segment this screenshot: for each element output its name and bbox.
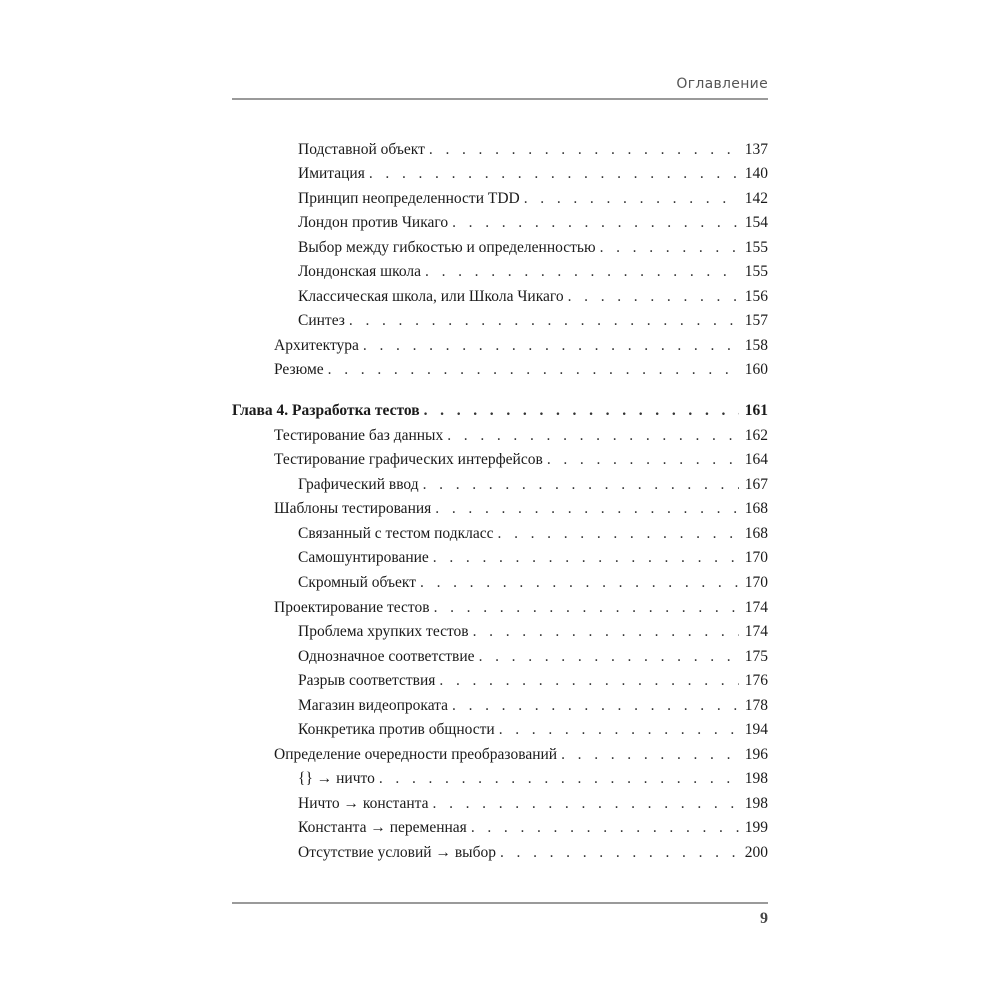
toc-entry-page: 140 <box>744 165 768 182</box>
toc-entry-title: Отсутствие условий → выбор <box>298 844 496 861</box>
toc-entry-title: Тестирование баз данных <box>274 427 444 444</box>
toc-entry-title: Синтез <box>298 312 345 329</box>
toc-entry <box>232 597 768 619</box>
toc-entry <box>232 842 768 864</box>
toc-entry-page: 200 <box>744 844 768 861</box>
toc-entry <box>232 261 768 283</box>
dot-leader <box>423 474 739 496</box>
toc-entry-page: 161 <box>744 402 768 419</box>
toc-entry-page: 194 <box>744 721 768 738</box>
toc-entry-page: 167 <box>744 476 768 493</box>
dot-leader <box>435 498 738 520</box>
toc-entry-title: Самошунтирование <box>298 549 429 566</box>
dot-leader <box>561 744 739 766</box>
page-number: 9 <box>760 910 768 927</box>
toc-entry-title: Проектирование тестов <box>274 599 430 616</box>
toc-entry-title: Магазин видеопроката <box>298 697 449 714</box>
toc-entry <box>232 695 768 717</box>
toc-entry-title: Графический ввод <box>298 476 419 493</box>
toc-entry-page: 142 <box>744 190 768 207</box>
dot-leader <box>369 163 739 185</box>
toc-entry-title: Конкретика против общности <box>298 721 495 738</box>
toc-entry <box>232 523 768 545</box>
toc-entry <box>232 572 768 594</box>
dot-leader <box>429 139 739 161</box>
toc-entry <box>232 286 768 308</box>
toc-entry-page: 157 <box>744 312 768 329</box>
toc-entry-title: Подставной объект <box>298 141 425 158</box>
toc-chapter-entry <box>232 400 768 422</box>
toc-entry-title: Резюме <box>274 361 324 378</box>
toc-entry-page: 154 <box>744 214 768 231</box>
toc-entry-page: 162 <box>744 427 768 444</box>
toc-entry-page: 155 <box>744 263 768 280</box>
toc-entry <box>232 670 768 692</box>
toc-entry-page: 170 <box>744 549 768 566</box>
toc-entry-page: 160 <box>744 361 768 378</box>
toc-entry <box>232 621 768 643</box>
toc-entry-page: 156 <box>744 288 768 305</box>
toc-entry <box>232 212 768 234</box>
toc-entry-title: Скромный объект <box>298 574 417 591</box>
toc-entry-page: 168 <box>744 525 768 542</box>
toc-entry <box>232 817 768 839</box>
dot-leader <box>473 621 739 643</box>
toc-entry-title: Имитация <box>298 165 365 182</box>
toc-entry <box>232 310 768 332</box>
toc-entry <box>232 335 768 357</box>
dot-leader <box>500 842 739 864</box>
toc-entry-page: 199 <box>744 819 768 836</box>
dot-leader <box>479 646 739 668</box>
toc-entry <box>232 188 768 210</box>
toc-entry-title: Шаблоны тестирования <box>274 500 432 517</box>
dot-leader <box>433 547 739 569</box>
dot-leader <box>452 212 739 234</box>
toc-entry <box>232 646 768 668</box>
toc-entry-title: Тестирование графических интерфейсов <box>274 451 543 468</box>
toc-entry-page: 158 <box>744 337 768 354</box>
dot-leader <box>425 261 739 283</box>
toc-entry-page: 168 <box>744 500 768 517</box>
toc-entry-title: Принцип неопределенности TDD <box>298 190 520 207</box>
toc-entry-title: Глава 4. Разработка тестов <box>232 402 420 419</box>
running-head-title: Оглавление <box>676 76 768 92</box>
dot-leader <box>547 449 739 471</box>
toc-entry <box>232 744 768 766</box>
dot-leader <box>471 817 739 839</box>
toc-entry <box>232 425 768 447</box>
dot-leader <box>600 237 739 259</box>
dot-leader <box>499 719 739 741</box>
toc-entry-page: 174 <box>744 623 768 640</box>
toc-entry-title: Архитектура <box>274 337 359 354</box>
toc-entry-page: 176 <box>744 672 768 689</box>
dot-leader <box>363 335 739 357</box>
toc-entry-page: 137 <box>744 141 768 158</box>
toc-entry <box>232 449 768 471</box>
toc-entry-title: Разрыв соответствия <box>298 672 436 689</box>
footer-rule <box>232 902 768 904</box>
header-rule <box>232 98 768 100</box>
toc-entry-page: 198 <box>744 795 768 812</box>
toc-entry-title: {} → ничто <box>298 770 375 787</box>
dot-leader <box>420 572 739 594</box>
dot-leader <box>568 286 739 308</box>
dot-leader <box>379 768 739 790</box>
toc-entry <box>232 474 768 496</box>
toc-entry-title: Классическая школа, или Школа Чикаго <box>298 288 564 305</box>
dot-leader <box>452 695 739 717</box>
toc-entry-page: 155 <box>744 239 768 256</box>
toc-entry-title: Выбор между гибкостью и определенностью <box>298 239 596 256</box>
toc-entry <box>232 359 768 381</box>
toc-entry <box>232 163 768 185</box>
toc-entry <box>232 139 768 161</box>
dot-leader <box>439 670 738 692</box>
dot-leader <box>434 597 739 619</box>
toc-entry-page: 170 <box>744 574 768 591</box>
dot-leader <box>424 400 739 422</box>
toc-entry-title: Однозначное соответствие <box>298 648 475 665</box>
toc-entry-page: 178 <box>744 697 768 714</box>
toc-entry-title: Лондонская школа <box>298 263 422 280</box>
dot-leader <box>447 425 739 447</box>
toc-entry <box>232 237 768 259</box>
toc-entry-title: Ничто → константа <box>298 795 429 812</box>
toc-entry <box>232 547 768 569</box>
toc-entry-page: 198 <box>744 770 768 787</box>
toc-entry-page: 196 <box>744 746 768 763</box>
dot-leader <box>524 188 739 210</box>
toc-entry <box>232 498 768 520</box>
toc-entry <box>232 768 768 790</box>
dot-leader <box>349 310 739 332</box>
toc-entry-title: Лондон против Чикаго <box>298 214 449 231</box>
toc-entry-title: Проблема хрупких тестов <box>298 623 469 640</box>
toc-entry-page: 175 <box>744 648 768 665</box>
dot-leader <box>433 793 739 815</box>
toc-entry-title: Связанный с тестом подкласс <box>298 525 494 542</box>
toc-entry-title: Константа → переменная <box>298 819 467 836</box>
dot-leader <box>498 523 739 545</box>
dot-leader <box>328 359 739 381</box>
toc-entry-title: Определение очередности преобразований <box>274 746 558 763</box>
toc-entry-page: 174 <box>744 599 768 616</box>
toc-entry <box>232 719 768 741</box>
toc-entry-page: 164 <box>744 451 768 468</box>
toc-entry <box>232 793 768 815</box>
